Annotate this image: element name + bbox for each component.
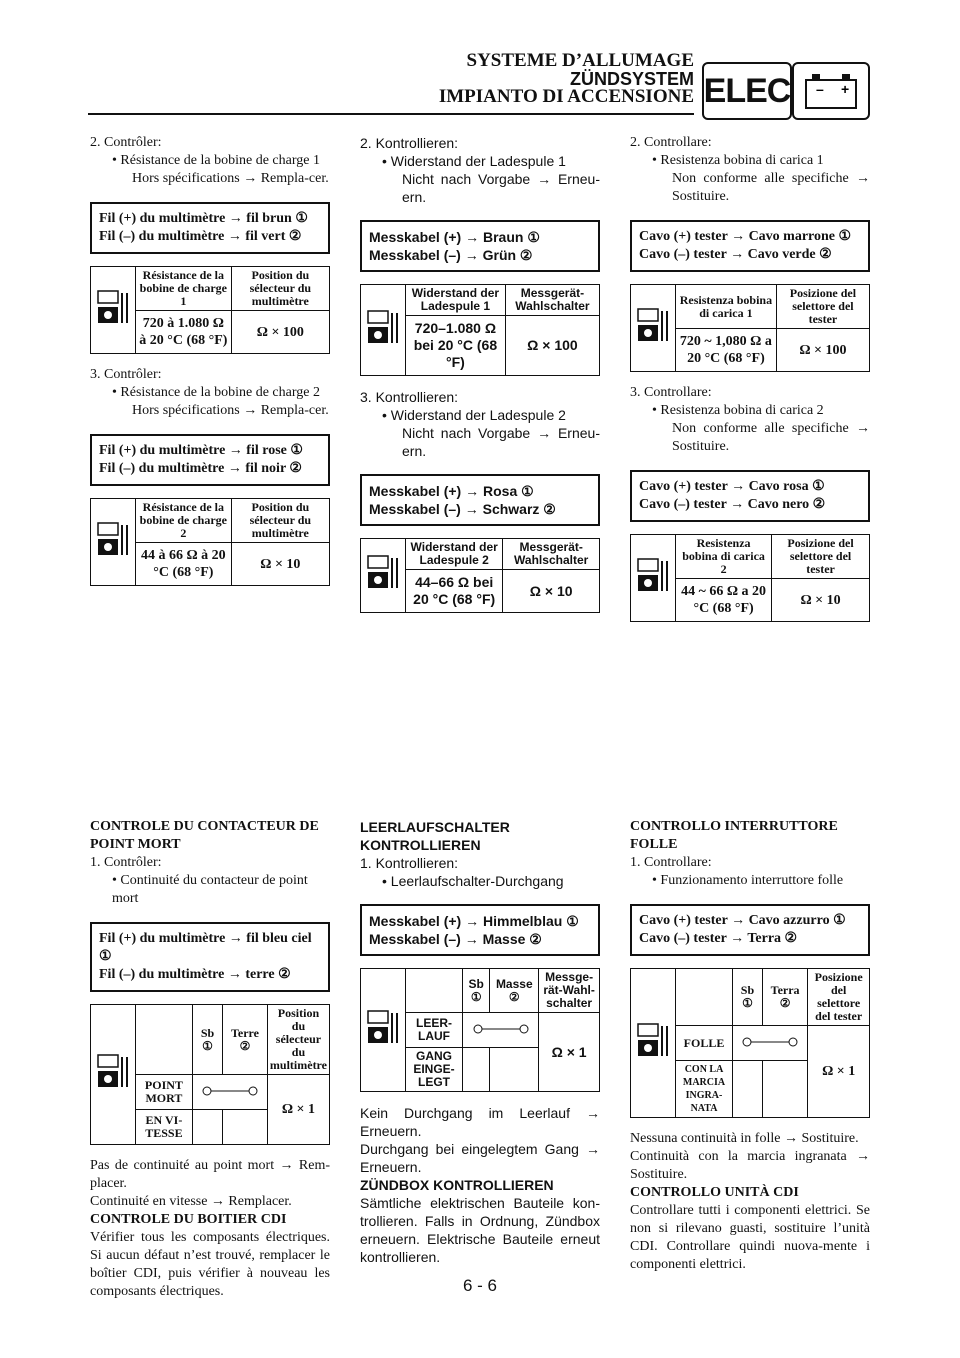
action-text: Non conforme alle specifiche → Sostituire. — [672, 171, 870, 204]
bullet: • Résistance de la bobine de charge 1 — [112, 153, 320, 168]
col-header-selector: Posizione del selettore del tester — [776, 285, 869, 329]
title-it: IMPIANTO DI ACCENSIONE — [438, 86, 694, 107]
result-text: Durchgang bei eingelegtem Gang → Erneuern. — [360, 1141, 600, 1175]
multimeter-icon — [91, 267, 136, 354]
battery-plus-sign: + — [841, 81, 850, 97]
multimeter-icon — [361, 285, 406, 376]
row-neutral: FOLLE — [676, 1026, 733, 1061]
section-heading: ZÜNDBOX KONTROLLIEREN — [360, 1177, 554, 1193]
lead-box — [360, 474, 600, 526]
col-ground: Terra ② — [762, 969, 807, 1026]
bullet: • Leerlaufschalter-Durchgang — [382, 873, 564, 889]
multimeter-icon — [91, 1005, 136, 1145]
step-3: 3. Kontrollieren: — [360, 389, 459, 405]
lead-plus: Messkabel (+) → Himmelblau ① — [369, 913, 579, 929]
cdi-text: Sämtliche elektrischen Bauteile kon-trollieren. Falls in Ordnung, Zündbox erneuern. Elektrische Bauteile erneut kontrollieren. — [360, 1195, 600, 1265]
section-title — [439, 52, 694, 106]
lead-minus: Fil (–) du multimètre → terre ② — [99, 967, 291, 982]
lead-box — [90, 434, 330, 486]
row-in-gear: CON LA MARCIA INGRA-NATA — [676, 1061, 733, 1118]
col-header-selector: Posizione del selettore del tester — [772, 535, 870, 579]
selector-value: Ω × 1 — [267, 1075, 329, 1145]
cdi-text: Vérifier tous les composants électriques. Si aucun défaut n’est trouvé, remplacer le boîtier CDI, puis vérifier à nouveau les composants électriques. — [90, 1230, 330, 1299]
lead-minus: Messkabel (–) → Grün ② — [369, 247, 533, 263]
col-header-selector: Messgerät-Wahlschalter — [505, 285, 599, 316]
lead-minus: Messkabel (–) → Schwarz ② — [369, 501, 556, 517]
col-ground: Masse ② — [490, 969, 539, 1013]
resistance-value: 44 à 66 Ω à 20 °C (68 °F) — [136, 543, 232, 586]
lead-box — [630, 904, 870, 956]
lead-box — [360, 220, 600, 272]
title-fr: SYSTEME D’ALLUMAGE — [466, 50, 694, 71]
action-text: Nicht nach Vorgabe → Erneu-ern. — [402, 171, 600, 205]
battery-icon — [792, 62, 870, 120]
bullet: • Funzionamento interruttore folle — [652, 873, 844, 888]
col-header-resistance: Resistenza bobina di carica 2 — [676, 535, 772, 579]
lead-minus: Cavo (–) tester → Cavo verde ② — [639, 247, 832, 262]
column-it — [630, 134, 870, 634]
step-1: 1. Contrôler: — [90, 855, 162, 870]
title-de: ZÜNDSYSTEM — [569, 69, 694, 89]
column-fr-neutral — [90, 818, 330, 1301]
continuity-symbol — [463, 1013, 539, 1048]
lead-minus: Fil (–) du multimètre → fil noir ② — [99, 461, 302, 476]
header-rule — [88, 113, 694, 115]
col-selector: Messge-rät-Wahl-schalter — [539, 969, 600, 1013]
elec-badge: ELEC — [702, 62, 792, 120]
result-text: Kein Durchgang im Leerlauf → Erneuern. — [360, 1105, 600, 1139]
row-neutral: LEER-LAUF — [406, 1013, 463, 1048]
action-text: Hors spécifications → Rempla-cer. — [132, 403, 329, 418]
multimeter-icon — [361, 969, 406, 1092]
blank-header — [676, 969, 733, 1026]
bullet: • Widerstand der Ladespule 1 — [382, 153, 566, 169]
step-2: 2. Controllare: — [630, 135, 712, 150]
col-header-resistance: Résistance de la bobine de charge 2 — [136, 499, 232, 543]
section-heading: CONTROLLO INTERRUTTORE FOLLE — [630, 819, 838, 852]
action-text: Non conforme alle specifiche → Sostituire. — [672, 421, 870, 454]
col-header-resistance: Résistance de la bobine de charge 1 — [136, 267, 232, 311]
lead-box — [360, 904, 600, 956]
multimeter-icon — [631, 285, 676, 372]
lead-plus: Fil (+) du multimètre → fil brun ① — [99, 211, 308, 226]
multimeter-icon — [631, 535, 676, 622]
selector-value: Ω × 100 — [505, 316, 599, 376]
action-text: Hors spécifications → Rempla-cer. — [132, 171, 329, 186]
row-in-gear: GANG EINGE-LEGT — [406, 1048, 463, 1092]
col-sb: Sb ① — [463, 969, 490, 1013]
continuity-table — [360, 968, 600, 1092]
lead-box — [630, 220, 870, 272]
step-2: 2. Kontrollieren: — [360, 135, 459, 151]
spec-table — [630, 284, 870, 372]
col-selector: Position du sélecteur du multimètre — [267, 1005, 329, 1075]
bullet: • Resistenza bobina di carica 1 — [652, 153, 824, 168]
lead-plus: Messkabel (+) → Braun ① — [369, 229, 540, 245]
battery-minus-sign: – — [816, 81, 824, 97]
spec-table — [630, 534, 870, 622]
lead-box — [630, 470, 870, 522]
empty-cell — [463, 1048, 490, 1092]
bullet: • Widerstand der Ladespule 2 — [382, 407, 566, 423]
col-ground: Terre ② — [223, 1005, 268, 1075]
empty-cell — [223, 1110, 268, 1145]
col-header-selector: Messgerät-Wahlschalter — [503, 539, 600, 570]
step-1: 1. Controllare: — [630, 855, 712, 870]
blank-header — [135, 1005, 192, 1075]
selector-value: Ω × 10 — [231, 543, 329, 586]
bullet: • Resistenza bobina di carica 2 — [652, 403, 824, 418]
bullet: • Continuité du contacteur de point mort — [112, 873, 308, 906]
resistance-value: 720 ~ 1,080 Ω a 20 °C (68 °F) — [676, 329, 777, 372]
selector-value: Ω × 10 — [772, 579, 870, 622]
col-header-resistance: Widerstand der Ladespule 2 — [406, 539, 503, 570]
selector-value: Ω × 100 — [231, 311, 329, 354]
empty-cell — [192, 1110, 222, 1145]
column-de-neutral — [360, 818, 600, 1266]
lead-plus: Cavo (+) tester → Cavo azzurro ① — [639, 913, 846, 928]
step-3: 3. Contrôler: — [90, 367, 162, 382]
section-heading: CONTROLE DU BOITIER CDI — [90, 1212, 287, 1227]
step-3: 3. Controllare: — [630, 385, 712, 400]
selector-value: Ω × 100 — [776, 329, 869, 372]
lead-plus: Messkabel (+) → Rosa ① — [369, 483, 534, 499]
col-sb: Sb ① — [733, 969, 763, 1026]
result-text: Continuità con la marcia ingranata → Sostituire. — [630, 1149, 870, 1182]
row-neutral: POINT MORT — [135, 1075, 192, 1110]
step-1: 1. Kontrollieren: — [360, 855, 459, 871]
column-fr — [90, 134, 330, 598]
row-in-gear: EN VI-TESSE — [135, 1110, 192, 1145]
result-text: Nessuna continuità in folle → Sostituire. — [630, 1131, 859, 1146]
selector-value: Ω × 10 — [503, 570, 600, 613]
resistance-value: 44–66 Ω bei 20 °C (68 °F) — [406, 570, 503, 613]
page-number: 6 - 6 — [462, 1276, 498, 1295]
section-heading: CONTROLE DU CONTACTEUR DE POINT MORT — [90, 819, 319, 852]
result-text: Pas de continuité au point mort → Rem-placer. — [90, 1158, 330, 1191]
spec-table — [90, 266, 330, 354]
col-header-selector: Position du sélecteur du multimètre — [231, 499, 329, 543]
col-selector: Posizione del selettore del tester — [808, 969, 870, 1026]
col-sb: Sb ① — [192, 1005, 222, 1075]
lead-plus: Fil (+) du multimètre → fil bleu ciel ① — [99, 931, 312, 964]
empty-cell — [733, 1061, 763, 1118]
lead-plus: Cavo (+) tester → Cavo rosa ① — [639, 479, 825, 494]
spec-table — [90, 498, 330, 586]
multimeter-icon — [91, 499, 136, 586]
selector-value: Ω × 1 — [808, 1026, 870, 1118]
column-de — [360, 134, 600, 625]
col-header-selector: Position du sélecteur du multimètre — [231, 267, 329, 311]
cdi-text: Controllare tutti i componenti elettrici. Se non si rilevano guasti, sostituire l’unità CDI. Controllare quindi nuova-mente i componenti elettrici. — [630, 1203, 870, 1272]
lead-box — [90, 202, 330, 254]
section-heading: CONTROLLO UNITÀ CDI — [630, 1185, 799, 1200]
empty-cell — [762, 1061, 807, 1118]
bullet: • Résistance de la bobine de charge 2 — [112, 385, 320, 400]
empty-cell — [490, 1048, 539, 1092]
lead-box — [90, 922, 330, 992]
resistance-value: 44 ~ 66 Ω a 20 °C (68 °F) — [676, 579, 772, 622]
resistance-value: 720–1.080 Ω bei 20 °C (68 °F) — [406, 316, 506, 376]
continuity-symbol — [733, 1026, 808, 1061]
lead-plus: Cavo (+) tester → Cavo marrone ① — [639, 229, 852, 244]
multimeter-icon — [361, 539, 406, 613]
lead-minus: Cavo (–) tester → Cavo nero ② — [639, 497, 826, 512]
step-2: 2. Contrôler: — [90, 135, 162, 150]
continuity-table — [630, 968, 870, 1118]
lead-minus: Messkabel (–) → Masse ② — [369, 931, 542, 947]
lead-plus: Fil (+) du multimètre → fil rose ① — [99, 443, 303, 458]
result-text: Continuité en vitesse → Remplacer. — [90, 1194, 292, 1209]
continuity-symbol — [192, 1075, 267, 1110]
lead-minus: Fil (–) du multimètre → fil vert ② — [99, 229, 302, 244]
section-heading: LEERLAUFSCHALTER KONTROLLIEREN — [360, 819, 510, 853]
continuity-table — [90, 1004, 330, 1145]
selector-value: Ω × 1 — [539, 1013, 600, 1092]
spec-table — [360, 538, 600, 613]
col-header-resistance: Widerstand der Ladespule 1 — [406, 285, 506, 316]
blank-header — [406, 969, 463, 1013]
col-header-resistance: Resistenza bobina di carica 1 — [676, 285, 777, 329]
resistance-value: 720 à 1.080 Ω à 20 °C (68 °F) — [136, 311, 232, 354]
spec-table — [360, 284, 600, 376]
column-it-neutral — [630, 818, 870, 1274]
multimeter-icon — [631, 969, 676, 1118]
lead-minus: Cavo (–) tester → Terra ② — [639, 931, 798, 946]
action-text: Nicht nach Vorgabe → Erneu-ern. — [402, 425, 600, 459]
